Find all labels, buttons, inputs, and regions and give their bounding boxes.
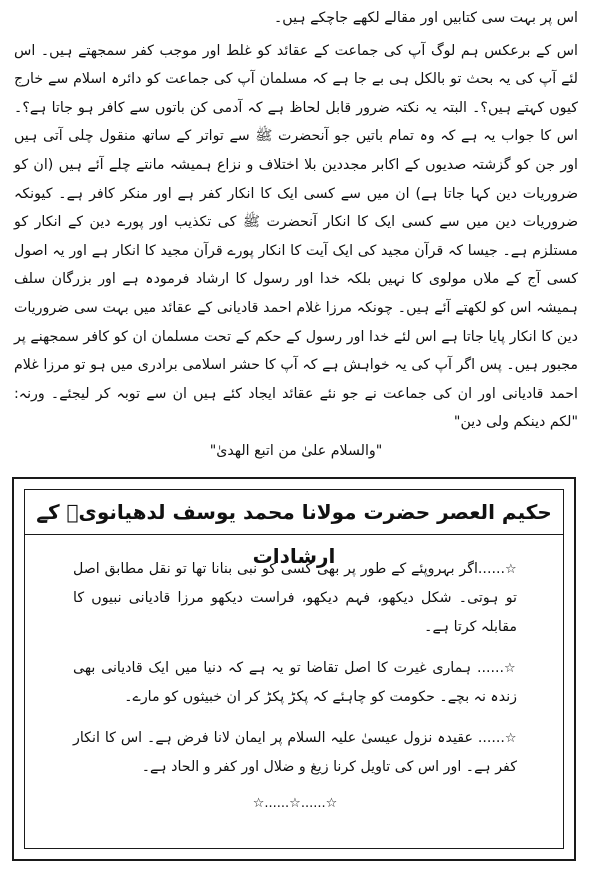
quotes-box (12, 477, 576, 861)
quote-text: ...... عقیدہ نزول عیسیٰ علیہ السلام پر ایمان لانا فرض ہے۔ اس کا انکار کفر ہے۔ اور اس کی تاویل کرنا زیغ و ضلال اور کفر و الحاد ہے۔ (73, 730, 517, 775)
stars-divider: ☆......☆......☆ (252, 796, 338, 811)
star-icon: ☆ (504, 731, 518, 746)
article-body (14, 4, 578, 466)
quote-text: ......اگر بہروپئے کے طور پر بھی کسی کو نبی بنانا تھا تو نقل مطابق اصل تو ہوتی۔ شکل دیکھو، فہم دیکھو، فراست دیکھو مرزا قادیانی نبیوں کا مقابلہ کرتا ہے۔ (73, 561, 517, 635)
quotes-box-title: حکیم العصر حضرت مولانا محمد یوسف لدھیانویؒ کے ارشادات (25, 490, 563, 535)
star-icon: ☆ (504, 661, 517, 676)
quote-item (73, 654, 517, 712)
article-paragraph: اس کے برعکس ہم لوگ آپ کی جماعت کے عقائد کو غلط اور موجب کفر سمجھتے ہیں۔ اس لئے آپ کی یہ بحث تو بالکل ہی بے جا ہے کہ مسلمان آپ کی جماعت کو دائرہ اسلام سے خارج کیوں کہتے ہیں؟۔ البتہ یہ نکتہ ضرور قابل لحاظ ہے کہ آدمی کن باتوں سے کافر ہو جاتا ہے؟۔ اس کا جواب یہ ہے کہ وہ تمام باتیں جو آنحضرت ﷺ سے تواتر کے ساتھ منقول چلی آتی ہیں اور جن کو گزشتہ صدیوں کے اکابر مجددین بلا اختلاف و نزاع ہمیشہ مانتے چلے آئے ہیں (ان کو ضروریات دین کہا جاتا ہے) ان میں سے کسی ایک کا انکار کفر ہے اور منکر کافر ہے۔ کیونکہ ضروریات دین میں سے کسی ایک کا انکار آنحضرت ﷺ کی تکذیب اور پورے دین کے انکار کو مستلزم ہے۔ جیسا کہ قرآن مجید کی ایک آیت کا انکار پورے قرآن مجید کا انکار ہے اور یہ اصول کسی آج کے ملاں مولوی کا نہیں بلکہ خدا اور رسول کا ارشاد فرمودہ ہے اور بزرگان سلف ہمیشہ اس کو لکھتے آئے ہیں۔ چونکہ مرزا غلام احمد قادیانی کے عقائد میں بہت سی ضروریات دین کا انکار پایا جاتا ہے اس لئے خدا اور رسول کے حکم کے تحت مسلمان ان کو کافر سمجھنے پر مجبور ہیں۔ پس اگر آپ کی یہ خواہش ہے کہ آپ کا حشر اسلامی برادری میں ہو تو مرزا غلام احمد قادیانی اور ان کی جماعت نے جو نئے عقائد ایجاد کئے ہیں ان سے توبہ کر لیجئے۔ ورنہ: "لکم دینکم ولی دین" (14, 42, 578, 431)
star-icon: ☆ (504, 562, 517, 577)
quotes-list (25, 535, 563, 811)
quote-item (73, 555, 517, 642)
quotes-box-inner (24, 489, 564, 849)
article-line-1: اس پر بہت سی کتابیں اور مقالے لکھے جاچکے ہیں۔ (273, 10, 578, 26)
article-closing: "والسلام علیٰ من اتبع الھدیٰ" (209, 442, 383, 459)
quote-item (73, 724, 517, 782)
quote-text: ...... ہماری غیرت کا اصل تقاضا تو یہ ہے کہ دنیا میں ایک قادیانی بھی زندہ نہ بچے۔ حکومت کو چاہئے کہ پکڑ پکڑ کر ان خبیثوں کو مارے۔ (73, 660, 517, 705)
